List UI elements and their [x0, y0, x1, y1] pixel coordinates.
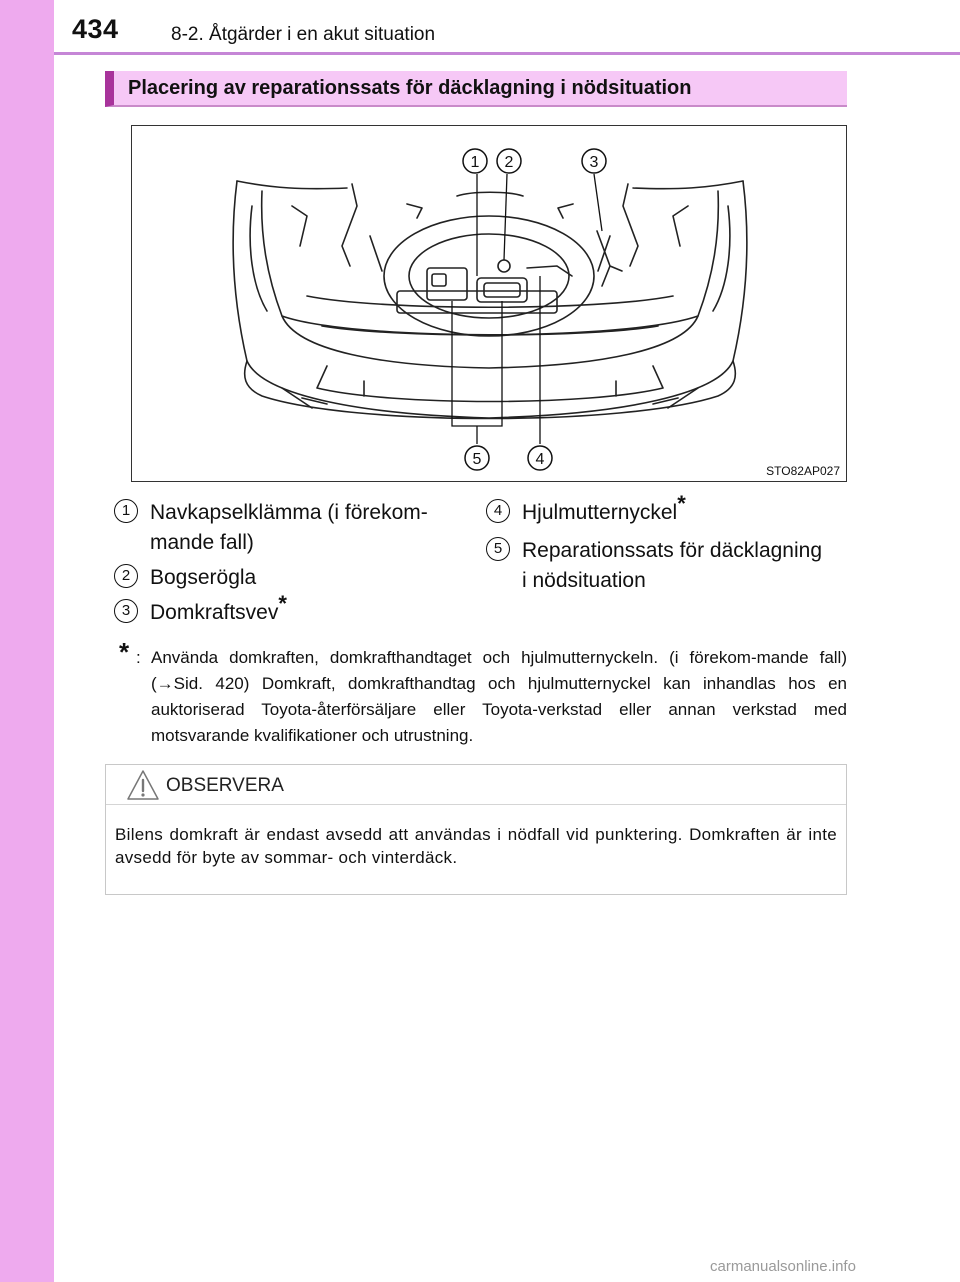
car-trunk-drawing: [132, 126, 847, 482]
caution-text: Bilens domkraft är endast avsedd att användas i nödfall vid punktering. Domkraften är inte avsedd för byte av sommar- och vinterdäck.: [115, 825, 837, 867]
warning-triangle-icon: [126, 769, 160, 801]
legend-item-5-line-1: Reparationssats för däcklagning: [522, 539, 823, 562]
figure-code: STO82AP027: [766, 464, 840, 478]
legend-item-1: [150, 498, 428, 558]
callout-5-label: 5: [472, 451, 482, 468]
legend-item-4: [522, 491, 686, 528]
footnote-text: Använda domkraften, domkrafthandtaget och hjulmutternyckeln. (i förekom-mande fall) (→Sid. 420) Domkraft, domkrafthandtag och hjulmutternyckel kan inhandlas hos en auktoriserad Toyota-återförsäljare eller Toyota-verkstad eller annan verkstad med motsvarande kvalifikationer och utrustning.: [151, 648, 847, 745]
footnote: [119, 637, 847, 749]
page-number: 434: [72, 14, 119, 44]
footnote-mark: *: [119, 637, 130, 667]
legend-item-1-line-1: Navkapselklämma (i förekom-: [150, 501, 428, 524]
legend-item-3-star: *: [278, 591, 287, 616]
caution-box: [105, 764, 847, 895]
section-heading-text: Placering av reparationssats för däcklagning i nödsituation: [128, 77, 692, 99]
legend-num-5: 5: [486, 537, 510, 561]
legend-num-2: 2: [114, 564, 138, 588]
legend-item-5-line-2: i nödsituation: [522, 569, 646, 592]
legend-item-3-line-1: Domkraftsvev: [150, 601, 279, 624]
callout-3-label: 3: [589, 154, 599, 171]
legend-item-2-line-1: Bogserögla: [150, 566, 257, 589]
legend-item-4-line-1: Hjulmutternyckel: [522, 501, 678, 524]
legend-item-4-star: *: [677, 491, 686, 516]
legend-item-2: [150, 563, 256, 593]
caution-title: OBSERVERA: [166, 775, 284, 796]
footnote-colon: :: [136, 648, 141, 667]
legend-item-5: [522, 536, 822, 596]
side-tab-bar: [0, 0, 54, 1282]
section-title: 8-2. Åtgärder i en akut situation: [171, 24, 436, 45]
callout-2-label: 2: [504, 154, 514, 171]
header-rule: [54, 52, 960, 55]
legend-num-4: 4: [486, 499, 510, 523]
legend-num-3: 3: [114, 599, 138, 623]
legend-num-1: 1: [114, 499, 138, 523]
trunk-illustration: [131, 125, 847, 482]
callout-4-label: 4: [535, 451, 545, 468]
legend-item-1-line-2: mande fall): [150, 531, 254, 554]
callout-1-label: 1: [470, 154, 480, 171]
section-heading: [105, 71, 847, 107]
caution-header: [106, 765, 846, 805]
watermark: carmanualsonline.info: [710, 1258, 856, 1275]
legend-item-3: [150, 591, 287, 628]
